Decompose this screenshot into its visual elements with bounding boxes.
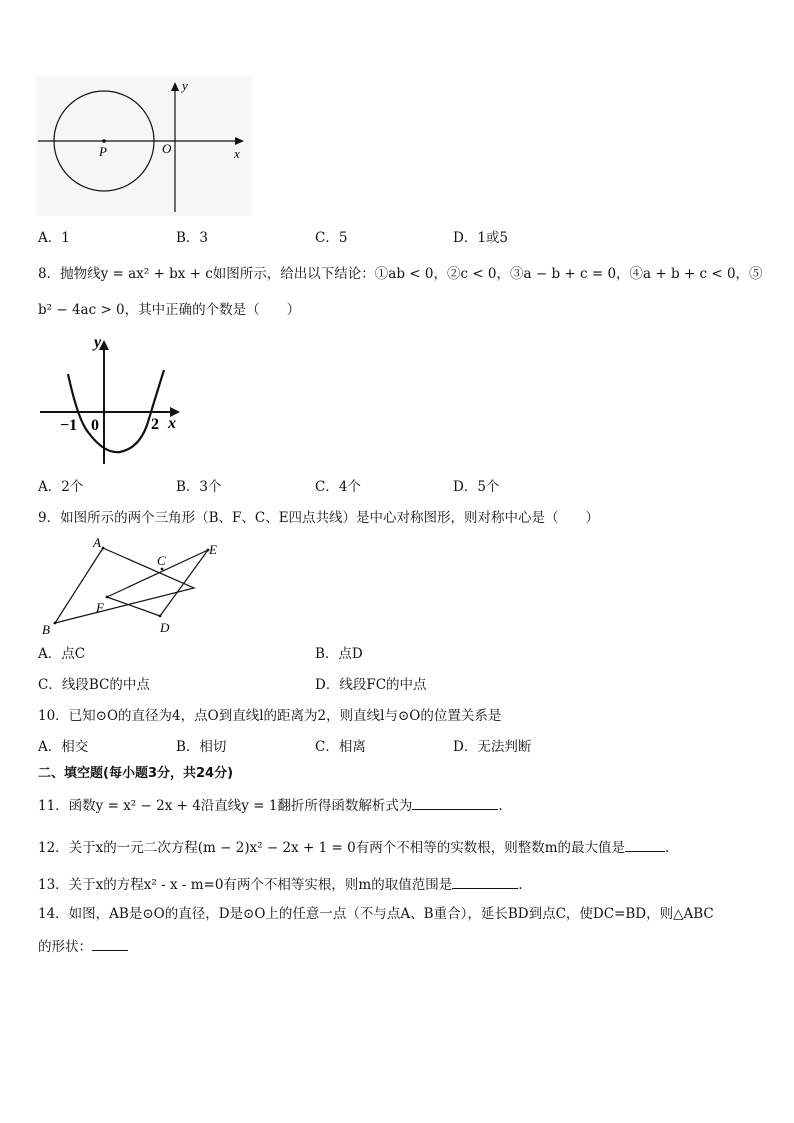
q14-stem-line2: 的形状： bbox=[38, 939, 92, 955]
q7-option-c: C．5 bbox=[315, 230, 348, 246]
q14-stem-line1: 14．如图，AB是⊙O的直径，D是⊙O上的任意一点（不与点A、B重合），延长BD到点C，使DC=BD，则△ABC bbox=[38, 906, 714, 922]
q7-label-y: y bbox=[182, 78, 188, 93]
q11-end: . bbox=[498, 798, 503, 814]
q13-answer-blank[interactable] bbox=[452, 874, 518, 889]
q7-label-p: P bbox=[99, 144, 107, 159]
q9-label-d: D bbox=[160, 620, 170, 635]
q9-label-c: C bbox=[157, 553, 166, 568]
q10-stem: 10．已知⊙O的直径为4，点O到直线l的距离为2，则直线l与⊙O的位置关系是 bbox=[38, 708, 502, 724]
q13-end: . bbox=[518, 877, 523, 893]
q7-label-o: O bbox=[162, 141, 172, 156]
q7-figure bbox=[36, 76, 252, 216]
q12-stem: 12．关于x的一元二次方程(m − 2)x² − 2x + 1 = 0有两个不相等的实数根，则整数m的最大值是 bbox=[38, 840, 625, 856]
q8-figure bbox=[36, 330, 186, 470]
q10-option-c: C．相离 bbox=[315, 739, 366, 755]
q12-line bbox=[38, 837, 669, 857]
q11-answer-blank[interactable] bbox=[412, 795, 498, 810]
q8-option-d: D．5个 bbox=[453, 479, 500, 495]
q9-figure bbox=[36, 534, 226, 639]
q7-option-d: D．1或5 bbox=[453, 230, 509, 246]
q7-option-b: B．3 bbox=[176, 230, 209, 246]
q9-option-a: A．点C bbox=[38, 646, 86, 662]
q7-label-x: x bbox=[234, 146, 240, 161]
q9-label-f: F bbox=[96, 600, 104, 615]
q9-triangle-abc bbox=[55, 548, 194, 623]
q8-label-neg1: −1 bbox=[60, 417, 78, 434]
q8-option-c: C．4个 bbox=[315, 479, 361, 495]
q7-figure-background bbox=[36, 76, 252, 216]
q8-label-o: 0 bbox=[91, 417, 99, 434]
q10-option-b: B．相切 bbox=[176, 739, 227, 755]
q9-option-d: D．线段FC的中点 bbox=[315, 677, 427, 693]
q8-option-a: A．2个 bbox=[38, 479, 84, 495]
q12-answer-blank[interactable] bbox=[625, 837, 665, 852]
q8-label-y: y bbox=[94, 334, 102, 351]
q9-edge-ed bbox=[160, 550, 208, 616]
q10-option-d: D．无法判断 bbox=[453, 739, 532, 755]
q9-option-b: B．点D bbox=[315, 646, 363, 662]
section-title-fill-in: 二、填空题(每小题3分，共24分) bbox=[38, 766, 234, 781]
q11-stem: 11．函数y = x² − 2x + 4沿直线y = 1翻折所得函数解析式为 bbox=[38, 798, 413, 814]
q9-option-c: C．线段BC的中点 bbox=[38, 677, 150, 693]
q12-end: . bbox=[665, 840, 670, 856]
q13-stem: 13．关于x的方程x² - x - m=0有两个不相等实根，则m的取值范围是 bbox=[38, 877, 453, 893]
q7-option-a: A．1 bbox=[38, 230, 70, 246]
q8-stem-line1: 8．抛物线y = ax² + bx + c如图所示，给出以下结论：①ab < 0，②c < 0，③a − b + c = 0，④a + b + c < 0，⑤ bbox=[38, 266, 763, 282]
q13-line bbox=[38, 874, 523, 894]
q10-option-a: A．相交 bbox=[38, 739, 89, 755]
q9-edge-df bbox=[107, 597, 160, 616]
q9-label-a: A bbox=[93, 535, 101, 550]
q7-center-point bbox=[102, 139, 106, 143]
q8-label-x: x bbox=[168, 415, 176, 432]
q8-option-b: B．3个 bbox=[176, 479, 222, 495]
q9-label-b: B bbox=[42, 622, 50, 637]
q9-label-e: E bbox=[209, 542, 217, 557]
q14-answer-blank[interactable] bbox=[92, 936, 128, 951]
q9-stem: 9．如图所示的两个三角形（B、F、C、E四点共线）是中心对称图形，则对称中心是（ ） bbox=[38, 510, 600, 526]
q8-stem-line2: b² − 4ac > 0，其中正确的个数是（ ） bbox=[38, 302, 301, 318]
q8-label-2: 2 bbox=[151, 416, 159, 433]
q11-line bbox=[38, 795, 503, 815]
q14-line2 bbox=[38, 936, 128, 956]
